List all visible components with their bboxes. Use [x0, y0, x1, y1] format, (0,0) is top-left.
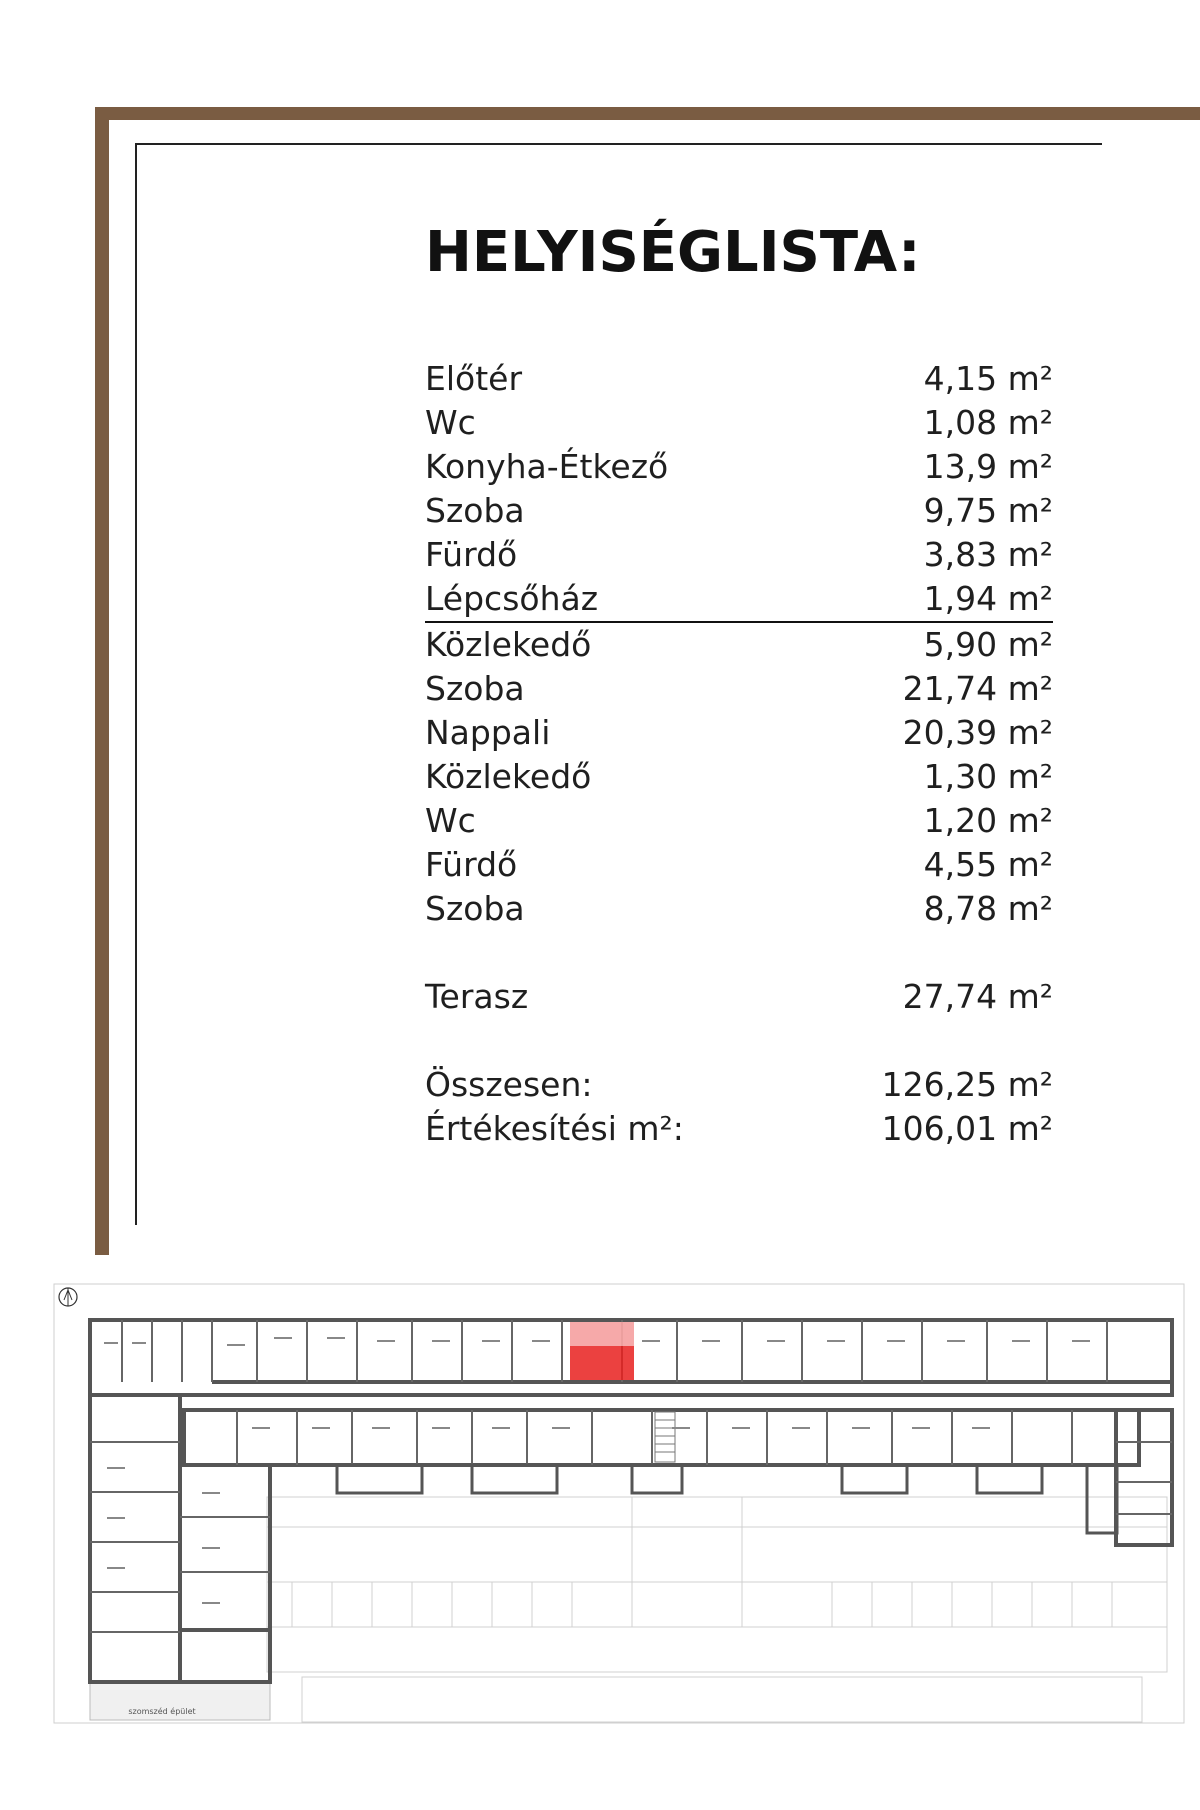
- room-name: Közlekedő: [425, 625, 592, 664]
- room-area: 4,55 m²: [923, 845, 1053, 884]
- room-area: 1,20 m²: [923, 801, 1053, 840]
- room-row: [425, 667, 1053, 711]
- total-area: 126,25 m²: [881, 1065, 1053, 1104]
- total-row: [425, 1063, 1053, 1107]
- room-row: [425, 755, 1053, 799]
- stair-core: [655, 1412, 675, 1462]
- room-row: [425, 489, 1053, 533]
- terraces: [337, 1465, 1117, 1533]
- room-name: Nappali: [425, 713, 551, 752]
- room-name: Szoba: [425, 889, 525, 928]
- spacer: [425, 931, 1053, 975]
- room-name: Fürdő: [425, 535, 518, 574]
- frame-left-bar: [95, 107, 109, 1255]
- inner-border-top: [135, 143, 1102, 145]
- right-tower-dividers: [1116, 1442, 1172, 1514]
- room-name: Közlekedő: [425, 757, 592, 796]
- room-name: Lépcsőház: [425, 579, 599, 618]
- room-area: 4,15 m²: [923, 359, 1053, 398]
- spacer: [425, 1019, 1053, 1063]
- room-area: 1,30 m²: [923, 757, 1053, 796]
- saleable-area: 106,01 m²: [881, 1109, 1053, 1148]
- room-name: Wc: [425, 403, 476, 442]
- room-row: [425, 887, 1053, 931]
- room-area: 8,78 m²: [923, 889, 1053, 928]
- room-row: [425, 401, 1053, 445]
- room-row: [425, 711, 1053, 755]
- saleable-label: Értékesítési m²:: [425, 1109, 684, 1148]
- terrace-row: [425, 975, 1053, 1019]
- room-area: 21,74 m²: [902, 669, 1053, 708]
- room-name: Wc: [425, 801, 476, 840]
- room-list: [425, 357, 1053, 1151]
- room-area: 9,75 m²: [923, 491, 1053, 530]
- room-name: Előtér: [425, 359, 523, 398]
- inner-border-left: [135, 143, 137, 1225]
- room-row-floor-divider: [425, 577, 1053, 623]
- room-name: Szoba: [425, 491, 525, 530]
- saleable-row: [425, 1107, 1053, 1151]
- room-area: 20,39 m²: [902, 713, 1053, 752]
- room-area: 1,94 m²: [923, 579, 1053, 618]
- room-area: 5,90 m²: [923, 625, 1053, 664]
- room-row: [425, 623, 1053, 667]
- room-row: [425, 533, 1053, 577]
- highlighted-apartment-fade: [570, 1322, 634, 1346]
- courtyard-grid: [267, 1497, 1167, 1722]
- room-name: Szoba: [425, 669, 525, 708]
- floor-plan: [52, 1282, 1187, 1725]
- terrace-name: Terasz: [425, 977, 529, 1016]
- north-arrow-icon: [59, 1288, 77, 1306]
- street-label: szomszéd épület: [128, 1707, 196, 1716]
- room-row: [425, 357, 1053, 401]
- room-row: [425, 843, 1053, 887]
- room-area: 1,08 m²: [923, 403, 1053, 442]
- room-row: [425, 799, 1053, 843]
- room-row: [425, 445, 1053, 489]
- room-name: Konyha-Étkező: [425, 447, 669, 486]
- page-title: HELYISÉGLISTA:: [425, 220, 921, 285]
- room-name: Fürdő: [425, 845, 518, 884]
- terrace-area: 27,74 m²: [902, 977, 1053, 1016]
- frame-top-bar: [95, 107, 1200, 120]
- room-area: 13,9 m²: [923, 447, 1053, 486]
- total-label: Összesen:: [425, 1065, 593, 1104]
- room-area: 3,83 m²: [923, 535, 1053, 574]
